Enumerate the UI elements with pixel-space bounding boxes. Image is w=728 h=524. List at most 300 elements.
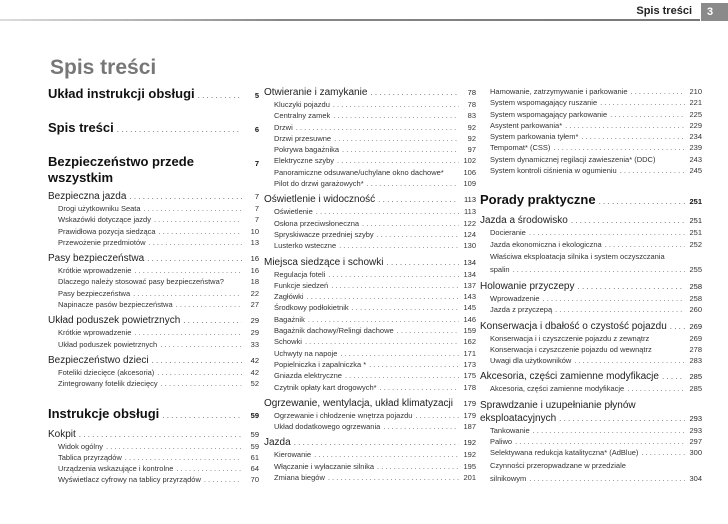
toc-entry[interactable] [264, 314, 476, 325]
toc-column-2 [264, 86, 476, 483]
entry-title: Bagażnik [274, 314, 305, 324]
entry-title: Spis treści [48, 120, 114, 135]
toc-entry[interactable] [264, 178, 476, 189]
dot-leader [333, 99, 459, 110]
dot-leader [383, 421, 459, 432]
entry-page: 78 [467, 88, 476, 97]
entry-page: 278 [689, 344, 702, 354]
dot-leader [377, 229, 459, 240]
toc-entry[interactable] [480, 120, 702, 131]
dot-leader [369, 359, 459, 370]
entry-page: 175 [463, 371, 476, 381]
toc-entry[interactable] [264, 193, 476, 206]
entry-page: 239 [689, 143, 702, 153]
toc-entry-continuation[interactable] [480, 412, 702, 425]
toc-entry[interactable] [48, 463, 259, 474]
entry-page: 7 [254, 204, 259, 213]
toc-entry[interactable] [264, 256, 476, 269]
toc-entry[interactable] [480, 250, 702, 263]
entry-title: Kluczyki pojazdu [274, 100, 330, 109]
toc-entry[interactable] [48, 452, 259, 463]
entry-title: Uwagi dla użytkowników [490, 356, 572, 366]
dot-leader [157, 367, 242, 378]
toc-entry[interactable] [264, 325, 476, 336]
toc-column-1 [48, 86, 259, 486]
entry-title: Czytnik opłaty kart drogowych* [274, 382, 377, 392]
dot-leader [154, 214, 242, 225]
toc-entry[interactable] [48, 276, 259, 287]
dot-leader [397, 325, 459, 336]
toc-entry[interactable] [264, 397, 476, 410]
toc-entry[interactable] [264, 240, 476, 251]
entry-page: 18 [250, 277, 259, 287]
entry-title: Drogi użytkowniku Seata [58, 204, 141, 213]
dot-leader [106, 441, 242, 452]
toc-entry[interactable] [48, 214, 259, 225]
toc-entry[interactable] [48, 474, 259, 485]
entry-title: Foteliki dziecięce (akcesoria) [58, 367, 155, 377]
entry-page: 179 [463, 410, 476, 420]
entry-title: System wspomagający parkowanie [490, 109, 608, 119]
entry-page: 210 [689, 87, 702, 96]
toc-entry[interactable] [264, 86, 476, 99]
dot-leader [159, 226, 242, 237]
toc-entry[interactable] [480, 227, 702, 238]
dot-leader [337, 155, 459, 166]
toc-entry[interactable] [264, 110, 476, 121]
entry-title: Pilot do drzwi garażowych* [274, 179, 364, 189]
dot-leader [571, 214, 685, 227]
dot-leader [378, 193, 459, 206]
entry-page: 192 [463, 438, 476, 448]
toc-entry[interactable] [48, 428, 259, 441]
entry-page: 293 [689, 425, 702, 435]
dot-leader [574, 355, 685, 366]
entry-title: Wskazówki dotyczące jazdy [58, 215, 151, 225]
entry-page: 162 [463, 337, 476, 347]
dot-leader [641, 447, 685, 458]
dot-leader [340, 348, 459, 359]
running-header-title: Spis treści [636, 5, 692, 17]
entry-title: Popielniczka i zapalniczka * [274, 359, 367, 369]
dot-leader [117, 122, 242, 138]
entry-title: Tablica przyrządów [58, 452, 122, 462]
entry-title: Układ instrukcji obsługi [48, 86, 195, 101]
toc-entry[interactable] [264, 382, 476, 393]
toc-entry[interactable] [480, 344, 702, 355]
entry-title: Drzwi przesuwne [274, 133, 332, 143]
dot-leader [377, 461, 459, 472]
entry-page: 59 [250, 429, 259, 439]
entry-page: 143 [463, 292, 476, 302]
entry-title: System dynamicznej regilacji zawieszenia* (DDC) [490, 154, 656, 164]
dot-leader [555, 304, 685, 315]
entry-title: Paliwo [490, 437, 513, 447]
entry-page: 102 [463, 156, 476, 166]
toc-entry[interactable] [264, 218, 476, 229]
entry-title: Pasy bezpieczeństwa [58, 288, 131, 298]
entry-page: 251 [689, 197, 702, 207]
toc-entry[interactable] [480, 293, 702, 304]
entry-page: 6 [254, 125, 259, 134]
toc-entry[interactable] [48, 226, 259, 237]
toc-entry[interactable] [480, 447, 702, 458]
entry-page: 137 [463, 280, 476, 290]
toc-entry-continuation[interactable] [480, 263, 702, 276]
dot-leader [529, 227, 685, 238]
toc-entry[interactable] [480, 131, 702, 142]
dot-leader [316, 206, 459, 217]
toc-entry[interactable] [48, 237, 259, 248]
dot-leader [345, 370, 459, 381]
toc-entry[interactable] [48, 299, 259, 310]
entry-page: 92 [467, 133, 476, 143]
dot-leader [328, 269, 459, 280]
dot-leader [149, 237, 242, 248]
entry-title: Kokpit [48, 428, 76, 440]
toc-entry[interactable] [480, 459, 702, 472]
toc-entry[interactable] [480, 239, 702, 250]
entry-page: 146 [463, 314, 476, 324]
entry-title: Pokrywa bagażnika [274, 145, 340, 155]
entry-title: System kontroli ciśnienia w ogumieniu [490, 166, 617, 176]
entry-page: 258 [689, 281, 702, 291]
entry-page: 59 [250, 410, 259, 420]
entry-page: 97 [467, 145, 476, 155]
entry-page: 29 [250, 316, 259, 326]
dot-leader [559, 412, 685, 425]
toc-entry[interactable] [480, 165, 702, 176]
entry-title: Uchwyty na napoje [274, 348, 338, 358]
dot-leader [183, 314, 242, 327]
toc-entry[interactable] [480, 333, 702, 344]
dot-leader [599, 194, 685, 210]
entry-page: 22 [250, 288, 259, 298]
entry-title: Konserwacja i i czyszczenie pojazdu z zewnątrz [490, 333, 650, 343]
dot-leader [352, 302, 459, 313]
entry-title: Wyświetlacz cyfrowy na tablicy przyrządów [58, 475, 201, 485]
toc-entry-continuation[interactable] [480, 472, 702, 485]
entry-title: Bezpieczeństwo przede wszystkim [48, 154, 194, 185]
entry-page: 64 [250, 464, 259, 474]
toc-entry[interactable] [264, 449, 476, 460]
entry-page: 285 [689, 384, 702, 394]
toc-entry[interactable] [48, 86, 259, 104]
toc-entry[interactable] [480, 97, 702, 108]
entry-page: 304 [689, 473, 702, 483]
toc-entry[interactable] [48, 339, 259, 350]
toc-entry[interactable] [264, 348, 476, 359]
dot-leader [339, 240, 459, 251]
entry-page: 92 [467, 122, 476, 132]
entry-title: Jazda z przyczepą [490, 305, 553, 315]
entry-title: Pasy bezpieczeństwa [48, 253, 145, 265]
entry-title: Ogrzewanie, wentylacja, układ klimatyzacji [264, 397, 453, 409]
entry-title: Panoramiczne odsuwane/uchylane okno dachowe* [274, 167, 444, 177]
toc-entry[interactable] [480, 383, 702, 394]
entry-page: 269 [689, 333, 702, 343]
entry-title: Docieranie [490, 228, 526, 238]
toc-entry[interactable] [48, 252, 259, 265]
entry-title: Porady praktyczne [480, 192, 596, 208]
entry-page: 7 [254, 159, 259, 168]
entry-page: 258 [689, 293, 702, 303]
toc-entry[interactable] [264, 359, 476, 370]
entry-page: 106 [463, 167, 476, 177]
dot-leader [296, 122, 459, 133]
toc-entry[interactable] [264, 302, 476, 313]
entry-title: Bezpieczeństwo dzieci [48, 354, 149, 366]
entry-title: Bezpieczna jazda [48, 191, 127, 202]
entry-title: Krótkie wprowadzenie [58, 328, 132, 338]
entry-page: 234 [689, 132, 702, 142]
entry-page: 130 [463, 241, 476, 251]
toc-entry[interactable] [48, 327, 259, 338]
entry-page: 283 [689, 356, 702, 366]
entry-page: 70 [250, 475, 259, 485]
entry-title: Włączanie i wyłaczanie silnika [274, 461, 375, 471]
toc-entry[interactable] [48, 441, 259, 452]
entry-title: Drzwi [274, 122, 293, 132]
toc-entry[interactable] [264, 99, 476, 110]
entry-title: Funkcje siedzeń [274, 280, 329, 290]
entry-page: 16 [250, 254, 259, 264]
toc-entry[interactable] [264, 167, 476, 178]
dot-leader [533, 425, 685, 436]
toc-entry[interactable] [264, 291, 476, 302]
entry-title: Konserwacja i dbałość o czystość pojazdu [480, 320, 667, 332]
toc-entry[interactable] [480, 304, 702, 315]
entry-page: 59 [250, 441, 259, 451]
toc-entry[interactable] [264, 461, 476, 472]
entry-title: Napinacze pasów bezpieczeństwa [58, 300, 173, 310]
entry-title: Osłona przeciwsłoneczna [274, 218, 360, 228]
toc-entry[interactable] [48, 190, 259, 203]
toc-entry[interactable] [480, 214, 702, 227]
entry-title: Dlaczego należy stosować pasy bezpieczeństwa? [58, 277, 224, 287]
entry-title: Układ dodatkowego ogrzewania [274, 422, 381, 432]
entry-title: Zintegrowany fotelik dziecięcy [58, 379, 158, 389]
entry-page: 134 [463, 257, 476, 267]
entry-title: Regulacja foteli [274, 269, 326, 279]
toc-entry[interactable] [480, 425, 702, 436]
toc-entry[interactable] [48, 367, 259, 378]
toc-entry[interactable] [480, 355, 702, 366]
toc-entry[interactable] [264, 472, 476, 483]
toc-entry[interactable] [48, 314, 259, 327]
entry-title: System parkowania tyłem* [490, 132, 579, 142]
toc-entry[interactable] [264, 336, 476, 347]
dot-leader [160, 339, 242, 350]
toc-entry[interactable] [48, 203, 259, 214]
entry-title: Gniazda elektryczne [274, 371, 342, 381]
entry-page: 42 [250, 355, 259, 365]
entry-page: 201 [463, 473, 476, 483]
entry-title: Jazda [264, 437, 291, 449]
toc-entry[interactable] [480, 109, 702, 120]
entry-title: Jazda a środowisko [480, 215, 568, 227]
dot-leader [581, 131, 685, 142]
toc-entry[interactable] [264, 155, 476, 166]
entry-page: 52 [250, 379, 259, 389]
dot-leader [565, 120, 685, 131]
entry-title: Miejsca siedzące i schowki [264, 256, 384, 268]
entry-title: Centralny zamek [274, 111, 331, 121]
dot-leader [513, 263, 685, 276]
entry-title: Otwieranie i zamykanie [264, 87, 368, 98]
entry-title: Układ poduszek powietrznych [58, 339, 158, 349]
toc-entry[interactable] [264, 421, 476, 432]
entry-title: Tempomat* (CSS) [490, 143, 551, 153]
entry-title-continued: spalin [490, 264, 510, 274]
entry-page: 187 [463, 422, 476, 432]
dot-leader [134, 327, 242, 338]
entry-title: Lusterko wsteczne [274, 241, 337, 251]
toc-entry[interactable] [48, 378, 259, 389]
entry-title: Oświetlenie i widoczność [264, 194, 376, 206]
toc-entry[interactable] [264, 133, 476, 144]
entry-page: 10 [250, 226, 259, 236]
toc-entry[interactable] [48, 265, 259, 276]
dot-leader [627, 383, 685, 394]
dot-leader [79, 428, 242, 441]
dot-leader [133, 288, 242, 299]
dot-leader [294, 436, 459, 449]
dot-leader [334, 133, 459, 144]
entry-page: 192 [463, 450, 476, 460]
toc-entry[interactable] [48, 406, 259, 424]
toc-entry[interactable] [264, 280, 476, 291]
entry-page: 159 [463, 326, 476, 336]
dot-leader [308, 314, 459, 325]
entry-title: Hamowanie, zatrzymywanie i parkowanie [490, 87, 628, 96]
entry-title: Widok ogólny [58, 441, 104, 451]
toc-entry[interactable] [48, 288, 259, 299]
entry-title: Prawidłowa pozycja siedząca [58, 226, 156, 236]
entry-page: 171 [463, 348, 476, 358]
entry-title: Układ poduszek powietrznych [48, 315, 181, 327]
entry-page: 113 [464, 195, 476, 205]
toc-entry[interactable] [264, 122, 476, 133]
entry-page: 145 [463, 303, 476, 313]
toc-entry[interactable] [48, 120, 259, 138]
entry-page: 173 [463, 359, 476, 369]
toc-entry[interactable] [264, 436, 476, 449]
dot-leader [610, 109, 685, 120]
entry-title: Schowki [274, 337, 302, 347]
dot-leader [370, 86, 459, 99]
dot-leader [553, 142, 685, 153]
toc-column-3 [480, 86, 702, 485]
dot-leader [380, 382, 459, 393]
entry-title: System wspomagający ruszanie [490, 98, 598, 108]
toc-entry[interactable] [264, 410, 476, 421]
entry-title: Holowanie przyczepy [480, 280, 575, 292]
entry-page: 297 [689, 437, 702, 447]
dot-leader [605, 239, 685, 250]
dot-leader [305, 336, 459, 347]
dot-leader [620, 165, 685, 176]
entry-page: 285 [689, 372, 702, 382]
entry-page: 124 [463, 229, 476, 239]
entry-page: 7 [254, 192, 259, 201]
entry-title: Właściwa eksploatacja silnika i system oczyszczania [490, 251, 665, 261]
toc-entry[interactable] [480, 86, 702, 97]
toc-entry[interactable] [480, 280, 702, 293]
toc-entry[interactable] [264, 229, 476, 240]
entry-title-continued: silnikowym [490, 473, 527, 483]
toc-entry[interactable] [480, 142, 702, 153]
toc-entry[interactable] [48, 354, 259, 367]
dot-leader [600, 97, 685, 108]
dot-leader [662, 370, 685, 383]
dot-leader [176, 299, 242, 310]
entry-page: 109 [463, 179, 476, 189]
toc-entry[interactable] [480, 320, 702, 333]
toc-entry[interactable] [264, 144, 476, 155]
entry-page: 27 [250, 300, 259, 310]
entry-page: 221 [689, 98, 702, 108]
dot-leader [162, 408, 242, 424]
entry-title: Zagłówki [274, 292, 304, 302]
entry-title: Tankowanie [490, 425, 530, 435]
entry-title: Krótkie wprowadzenie [58, 266, 132, 276]
entry-page: 113 [464, 207, 476, 217]
toc-entry[interactable] [264, 269, 476, 280]
entry-title: Kierowanie [274, 450, 312, 460]
entry-page: 195 [463, 461, 476, 471]
header-rule [0, 19, 700, 21]
entry-title: Elektryczne szyby [274, 156, 335, 166]
toc-entry[interactable] [480, 370, 702, 383]
entry-title: Akcesoria, części zamienne modyfikacje [480, 371, 659, 383]
entry-title-continued: eksploatacyjnych [480, 412, 557, 424]
entry-title: Środkowy podłokietnik [274, 303, 349, 313]
toc-entry[interactable] [48, 154, 259, 186]
entry-title: Sprawdzanie i uzupełnianie płynów [480, 399, 636, 411]
dot-leader [307, 291, 459, 302]
entry-title: Asystent parkowania* [490, 120, 563, 130]
dot-leader [152, 354, 242, 367]
entry-page: 179 [463, 398, 476, 408]
dot-leader [415, 410, 459, 421]
dot-leader [342, 144, 459, 155]
toc-entry[interactable] [480, 399, 702, 412]
dot-leader [578, 280, 686, 293]
entry-page: 78 [467, 100, 476, 109]
entry-page: 83 [467, 111, 476, 121]
entry-title: Zmiana biegów [274, 473, 325, 483]
entry-title: Selektywana redukcja katalityczna* (AdBlue) [490, 448, 639, 458]
dot-leader [314, 449, 459, 460]
entry-page: 269 [689, 321, 702, 331]
entry-title: Spryskiwacze przedniej szyby [274, 229, 374, 239]
entry-page: 260 [689, 305, 702, 315]
entry-page: 252 [689, 239, 702, 249]
dot-leader [161, 378, 242, 389]
entry-page: 251 [689, 216, 702, 226]
toc-entry[interactable] [480, 436, 702, 447]
toc-entry[interactable] [264, 206, 476, 217]
entry-page: 42 [250, 367, 259, 377]
toc-entry[interactable] [480, 192, 702, 210]
dot-leader [543, 293, 685, 304]
entry-title: Urządzenia wskazujące i kontrolne [58, 464, 174, 474]
toc-entry[interactable] [264, 370, 476, 381]
entry-title: Przewożenie przedmiotów [58, 237, 146, 247]
dot-leader [134, 265, 242, 276]
toc-entry[interactable] [480, 154, 702, 165]
